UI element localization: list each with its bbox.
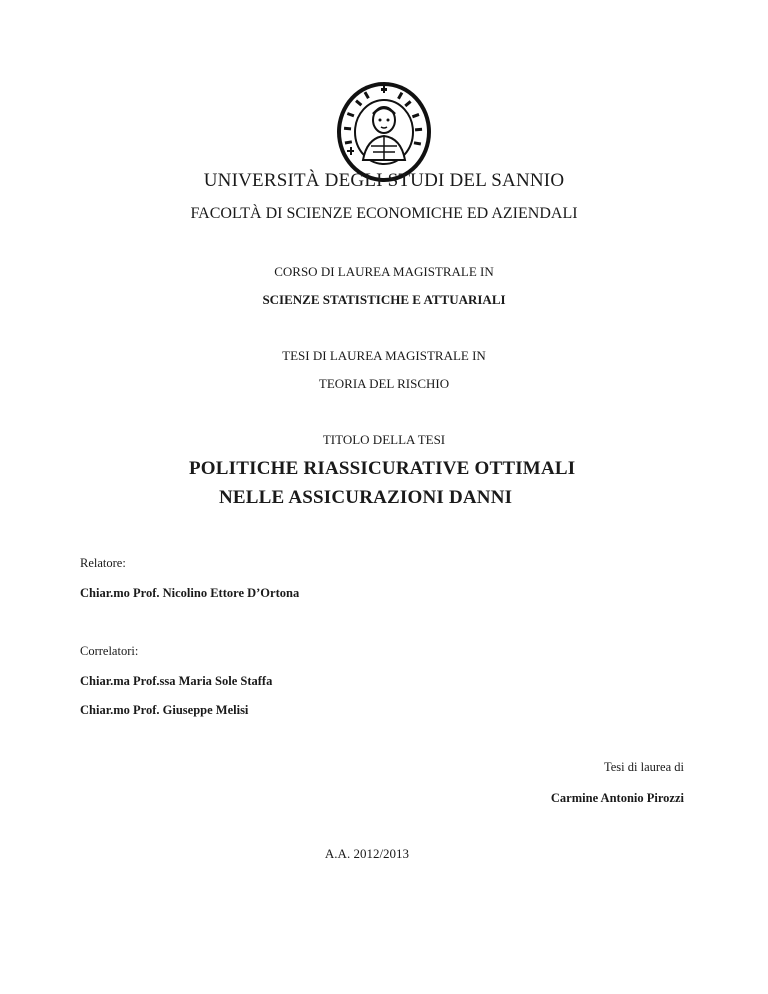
- course-name: SCIENZE STATISTICHE E ATTUARIALI: [262, 292, 506, 307]
- course-type: CORSO DI LAUREA MAGISTRALE IN: [274, 264, 494, 279]
- university-name: UNIVERSITÀ DEGLI STUDI DEL SANNIO: [203, 170, 565, 191]
- thesis-subject: TEORIA DEL RISCHIO: [318, 376, 450, 391]
- faculty-name: FACOLTÀ DI SCIENZE ECONOMICHE ED AZIENDALI: [190, 205, 578, 222]
- academic-year: A.A. 2012/2013: [324, 846, 410, 861]
- author-name: Carmine Antonio Pirozzi: [550, 791, 684, 805]
- author-label: Tesi di laurea di: [604, 760, 684, 774]
- thesis-type: TESI DI LAUREA MAGISTRALE IN: [282, 348, 486, 363]
- thesis-title-line-2: NELLE ASSICURAZIONI DANNI: [219, 487, 513, 508]
- thesis-title-label: TITOLO DELLA TESI: [322, 432, 446, 447]
- correlatori-label: Correlatori:: [80, 644, 139, 658]
- correlatore-name: Chiar.ma Prof.ssa Maria Sole Staffa: [80, 674, 273, 688]
- relatore-name: Chiar.mo Prof. Nicolino Ettore D’Ortona: [80, 586, 300, 600]
- relatore-label: Relatore:: [80, 556, 126, 570]
- university-seal-icon: [335, 80, 433, 184]
- thesis-title-line-1: POLITICHE RIASSICURATIVE OTTIMALI: [189, 458, 576, 479]
- correlatore-name: Chiar.mo Prof. Giuseppe Melisi: [80, 703, 249, 717]
